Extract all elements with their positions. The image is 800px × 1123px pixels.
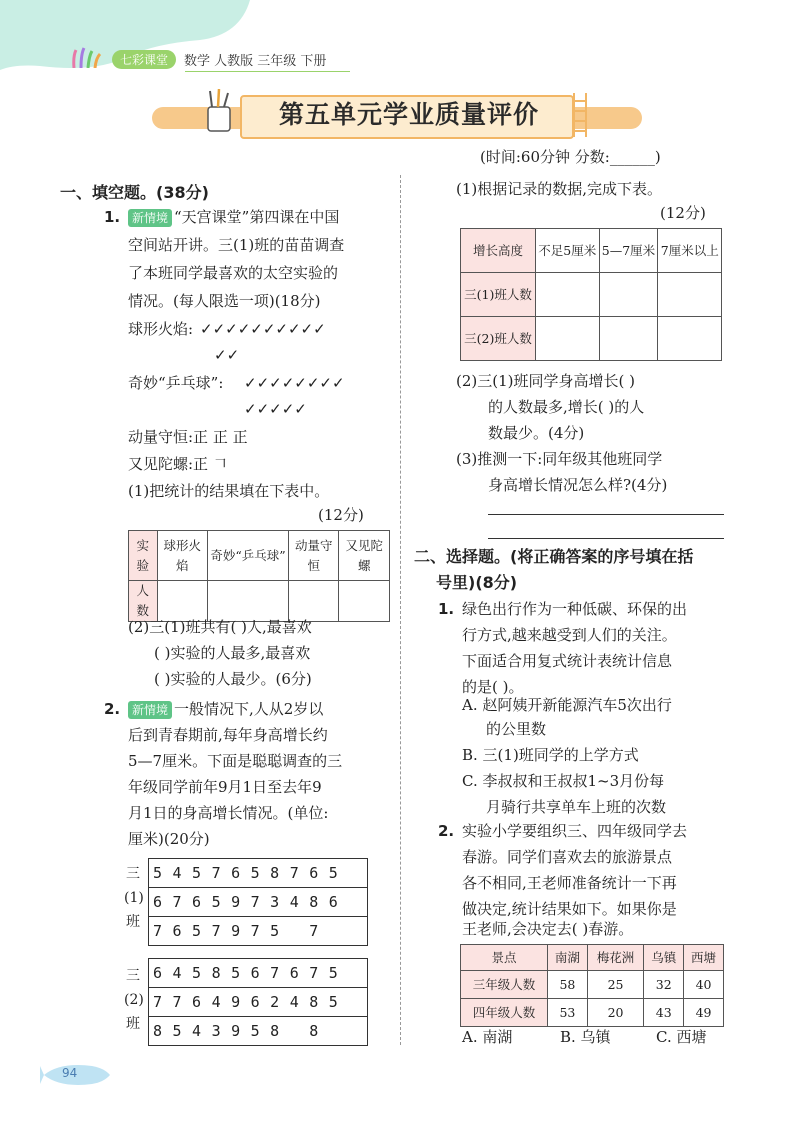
- question-text: 绿色出行作为一种低碳、环保的出: [462, 600, 688, 618]
- subquestion-text: 数最少。(4分): [488, 424, 585, 442]
- subquestion-text: 身高增长情况怎么样?(4分): [488, 476, 668, 494]
- subquestion-text: ( )实验的人最多,最喜欢: [154, 644, 311, 662]
- data-row: 6765973486: [149, 888, 367, 917]
- table-header-cell: 实验: [129, 531, 158, 581]
- tally-pingpong-marks: ✓✓✓✓✓: [244, 400, 307, 418]
- data-row: 8543958 8: [153, 1022, 329, 1040]
- table-header-cell: 增长高度: [461, 229, 536, 273]
- table-cell: 25: [587, 971, 643, 999]
- question-number: 1.: [438, 600, 455, 618]
- table-header-cell: 动量守恒: [288, 531, 338, 581]
- table-cell: 58: [548, 971, 588, 999]
- table-header-cell: 西塘: [684, 945, 724, 971]
- score-label: (12分): [660, 204, 706, 222]
- answer-cell[interactable]: [339, 581, 390, 622]
- question-text: 行方式,越来越受到人们的关注。: [462, 626, 677, 644]
- table-cell: 20: [587, 999, 643, 1027]
- tally-pingpong-label: 奇妙“乒乓球”:: [128, 374, 224, 392]
- table-header-cell: 南湖: [548, 945, 588, 971]
- subquestion-text: (2)三(1)班同学身高增长( ): [456, 372, 635, 390]
- subquestion-text: (2)三(1)班共有( )人,最喜欢: [128, 618, 312, 636]
- table-cell: 43: [644, 999, 684, 1027]
- answer-cell[interactable]: [536, 273, 600, 317]
- table-row-label: 人数: [129, 581, 158, 622]
- class1-label: 三(1)班: [124, 866, 144, 930]
- question-text: 的是( )。: [462, 678, 524, 696]
- plant-icon: [70, 46, 104, 72]
- answer-cell[interactable]: [658, 317, 722, 361]
- answer-cell[interactable]: [658, 273, 722, 317]
- question-number: 2.: [104, 700, 121, 718]
- brand-underline: [185, 71, 350, 72]
- table-header-cell: 梅花洲: [587, 945, 643, 971]
- data-row: 7764962485: [149, 988, 367, 1017]
- table-header-cell: 5—7厘米: [599, 229, 658, 273]
- option-a-continued: 的公里数: [486, 720, 547, 738]
- section-choice-title: 号里)(8分): [436, 573, 518, 592]
- subquestion-text: (1)根据记录的数据,完成下表。: [456, 180, 663, 198]
- question-text: 实验小学要组织三、四年级同学去: [462, 822, 688, 840]
- table-row-label: 三年级人数: [461, 971, 548, 999]
- question-number: 2.: [438, 822, 455, 840]
- experiment-table: [128, 530, 390, 622]
- option-c[interactable]: C. 李叔叔和王叔叔1~3月份每: [462, 772, 665, 790]
- pencil-cup-icon: [202, 89, 236, 133]
- class2-label: 三(2)班: [124, 968, 144, 1032]
- question-text: 做决定,统计结果如下。如果你是: [462, 900, 677, 918]
- data-row: 7657975 7: [153, 922, 329, 940]
- section-choice-title: 二、选择题。(将正确答案的序号填在括: [414, 547, 694, 566]
- option-b[interactable]: B. 乌镇: [560, 1028, 611, 1046]
- tourist-spot-table: [460, 944, 724, 1027]
- table-row-label: 四年级人数: [461, 999, 548, 1027]
- ladder-icon: [570, 93, 590, 137]
- subquestion-text: (3)推测一下:同年级其他班同学: [456, 450, 663, 468]
- table-header-cell: 不足5厘米: [536, 229, 600, 273]
- table-header-cell: 又见陀螺: [339, 531, 390, 581]
- answer-line[interactable]: [488, 514, 724, 515]
- answer-line[interactable]: [488, 538, 724, 539]
- table-header-cell: 7厘米以上: [658, 229, 722, 273]
- page-number: 94: [62, 1066, 78, 1080]
- tally-ball-marks: ✓✓✓✓✓✓✓✓✓✓: [200, 320, 326, 338]
- question-text: 了本班同学最喜欢的太空实验的: [128, 264, 339, 282]
- table-header-cell: 球形火焰: [157, 531, 207, 581]
- data-row: 5457658765: [149, 859, 367, 888]
- table-cell: 53: [548, 999, 588, 1027]
- answer-cell[interactable]: [599, 273, 658, 317]
- subquestion-text: (1)把统计的结果填在下表中。: [128, 482, 330, 500]
- table-header-cell: 乌镇: [644, 945, 684, 971]
- data-row: 6458567675: [149, 959, 367, 988]
- new-context-tag: 新情境: [128, 701, 172, 719]
- question-text: 年级同学前年9月1日至去年9: [128, 778, 322, 796]
- table-cell: 32: [644, 971, 684, 999]
- column-divider: [400, 175, 401, 1045]
- option-c-continued: 月骑行共享单车上班的次数: [486, 798, 667, 816]
- score-label: (12分): [318, 506, 364, 524]
- tally-ball-marks: ✓✓: [214, 346, 240, 364]
- brand-logo: 七彩课堂: [112, 50, 176, 69]
- subject-info: 数学 人教版 三年级 下册: [184, 53, 327, 69]
- question-text: 空间站开讲。三(1)班的苗苗调查: [128, 236, 345, 254]
- table-header-cell: 景点: [461, 945, 548, 971]
- question-text: 下面适合用复式统计表统计信息: [462, 652, 673, 670]
- new-context-tag: 新情境: [128, 209, 172, 227]
- table-row-label: 三(2)班人数: [461, 317, 536, 361]
- table-cell: 49: [684, 999, 724, 1027]
- option-b[interactable]: B. 三(1)班同学的上学方式: [462, 746, 639, 764]
- page-title: 第五单元学业质量评价: [278, 100, 539, 129]
- growth-table: [460, 228, 722, 361]
- answer-cell[interactable]: [599, 317, 658, 361]
- brand-row: [70, 48, 326, 70]
- class2-data-grid: [148, 958, 368, 1046]
- subquestion-text: 的人数最多,增长( )的人: [488, 398, 645, 416]
- table-cell: 40: [684, 971, 724, 999]
- question-text: 王老师,会决定去( )春游。: [462, 920, 634, 938]
- subquestion-text: ( )实验的人最少。(6分): [154, 670, 312, 688]
- question-text: 厘米)(20分): [128, 830, 210, 848]
- question-text: 情况。(每人限选一项)(18分): [128, 292, 321, 310]
- tally-gyro: 又见陀螺:正 𠃍: [128, 455, 228, 473]
- option-a[interactable]: A. 赵阿姨开新能源汽车5次出行: [462, 696, 672, 714]
- question-text: 各不相同,王老师准备统计一下再: [462, 874, 677, 892]
- tally-momentum: 动量守恒:正 正 正: [128, 428, 248, 446]
- tally-ball-label: 球形火焰:: [128, 320, 194, 338]
- section-fill-blank-title: 一、填空题。(38分): [60, 183, 209, 202]
- question-number: 1.: [104, 208, 121, 226]
- answer-cell[interactable]: [536, 317, 600, 361]
- time-score-info: (时间:60分钟 分数:______): [480, 148, 661, 166]
- title-banner: [152, 95, 642, 135]
- question-text: 月1日的身高增长情况。(单位:: [128, 804, 329, 822]
- tally-pingpong-marks: ✓✓✓✓✓✓✓✓: [244, 374, 345, 392]
- question-text: 后到青春期前,每年身高增长约: [128, 726, 328, 744]
- table-header-cell: 奇妙“乒乓球”: [207, 531, 288, 581]
- question-text: 新情境 “天宫课堂”第四课在中国: [128, 204, 339, 230]
- class1-data-grid: [148, 858, 368, 946]
- question-text: 新情境 一般情况下,人从2岁以: [128, 696, 323, 722]
- question-text: 春游。同学们喜欢去的旅游景点: [462, 848, 673, 866]
- question-text: 5—7厘米。下面是聪聪调查的三: [128, 752, 343, 770]
- option-a[interactable]: A. 南湖: [462, 1028, 513, 1046]
- option-c[interactable]: C. 西塘: [656, 1028, 707, 1046]
- table-row-label: 三(1)班人数: [461, 273, 536, 317]
